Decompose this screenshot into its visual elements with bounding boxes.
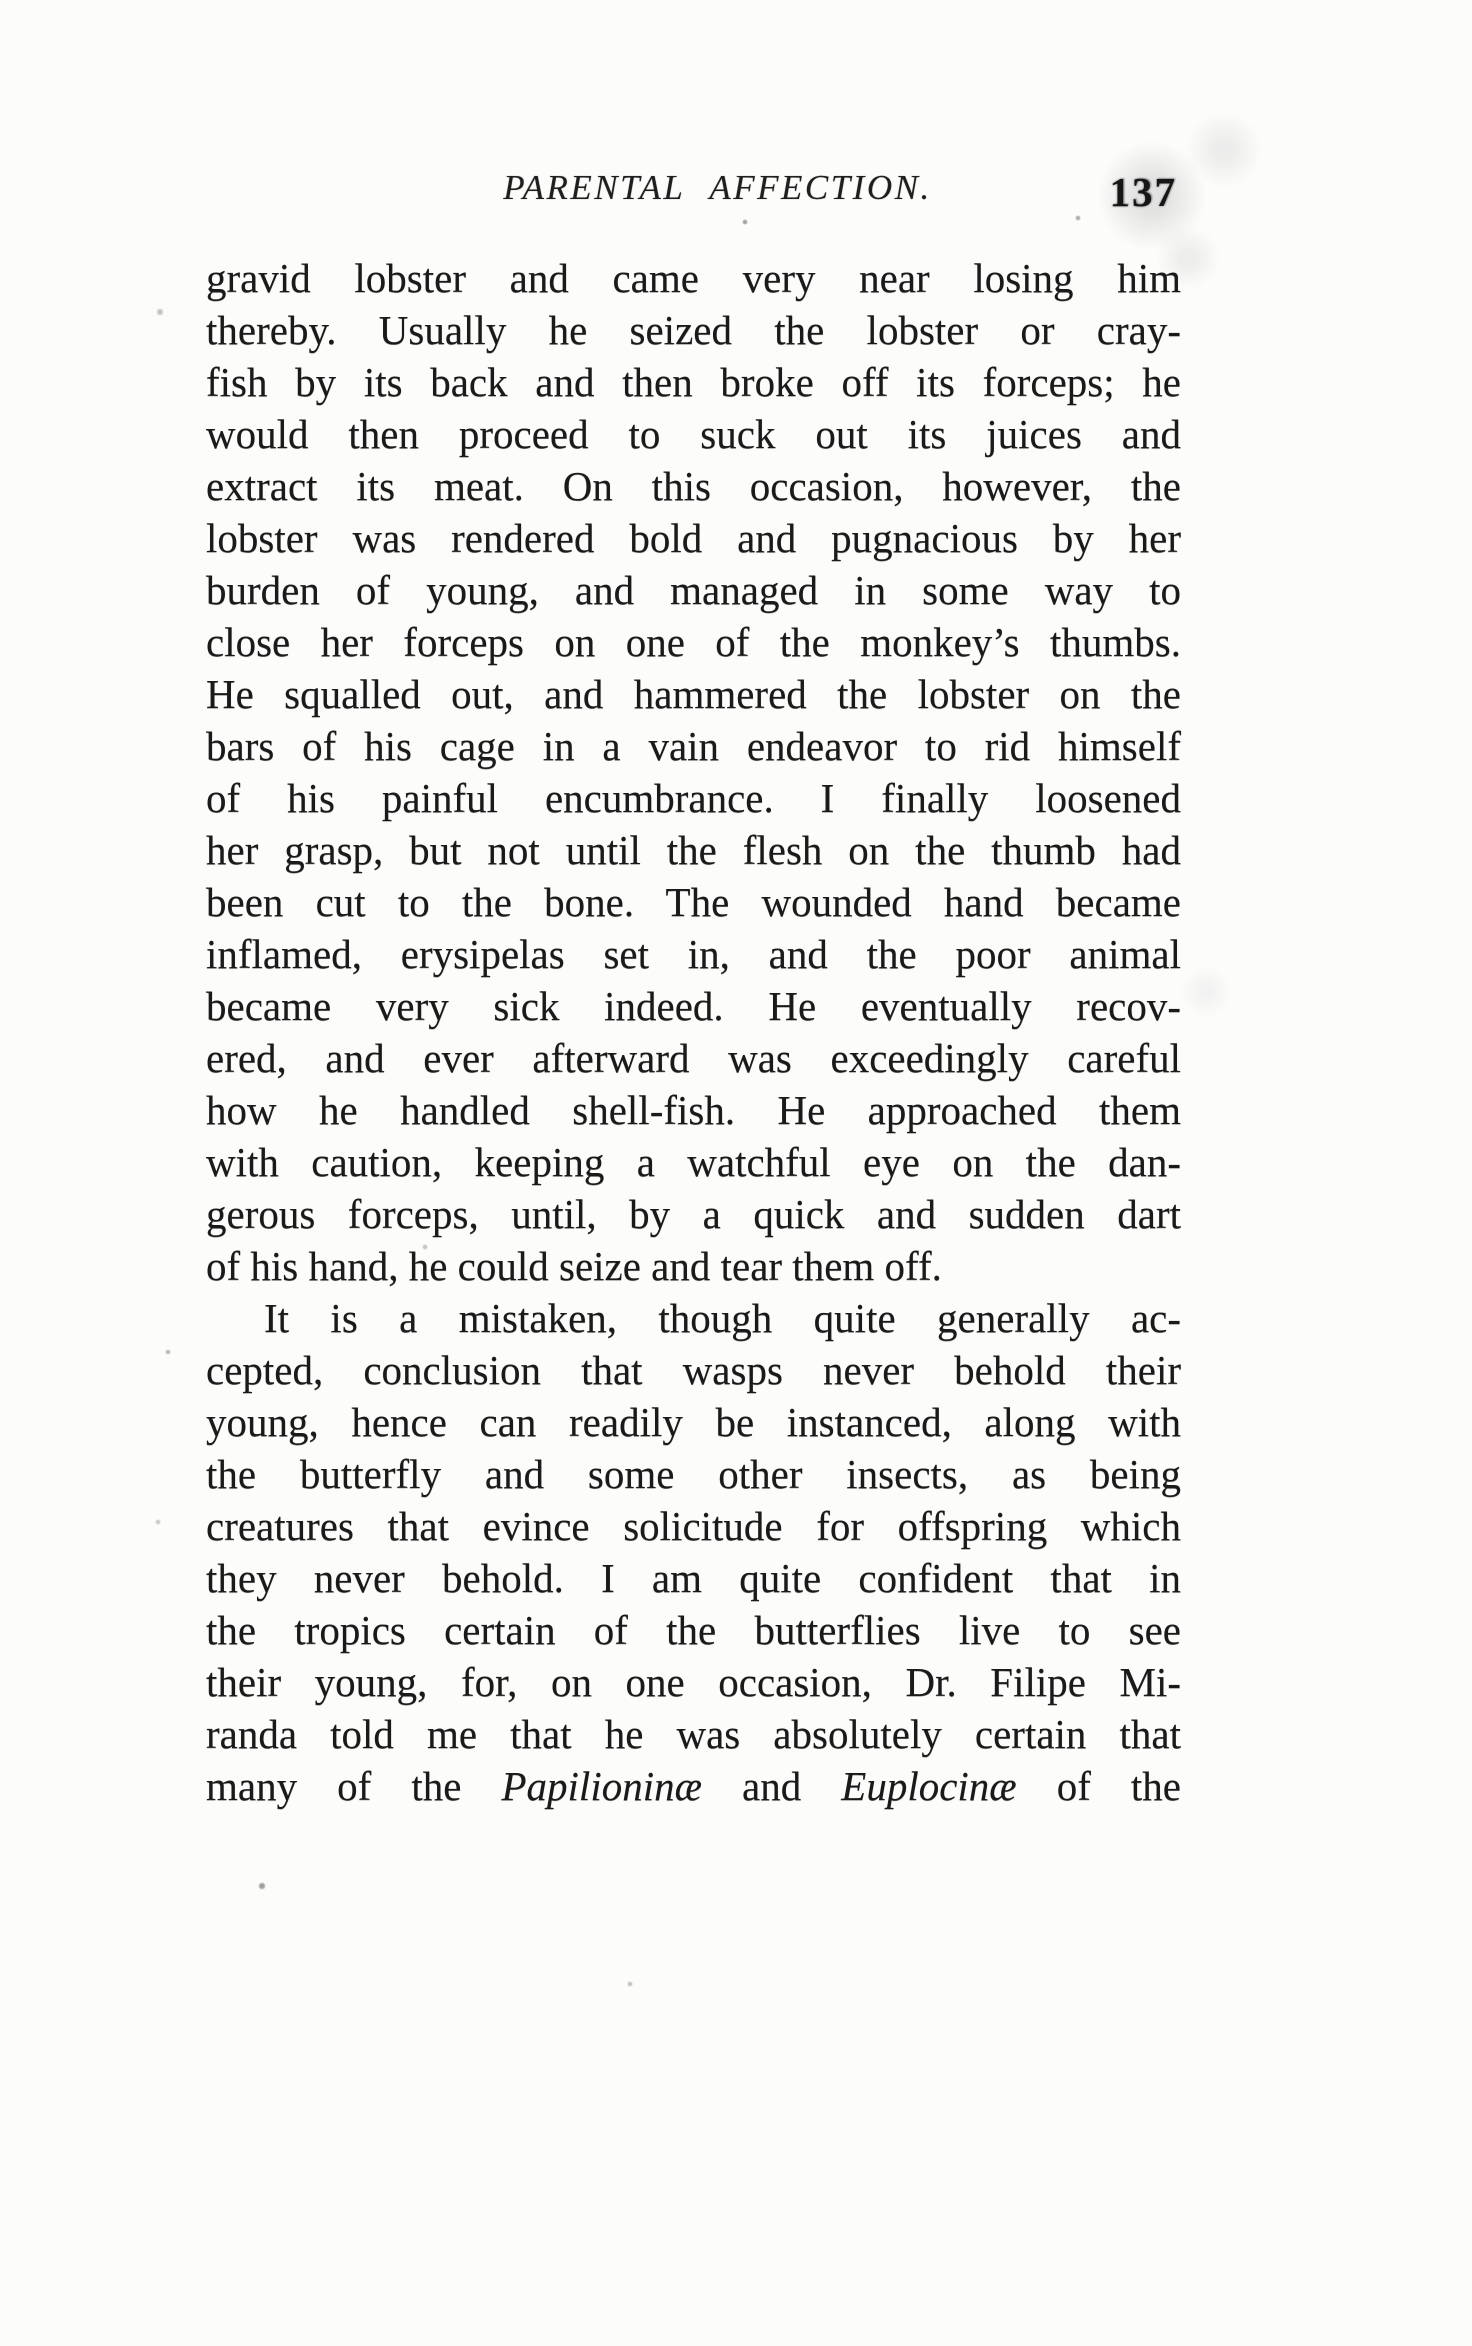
italic-taxon-name: Euplocinæ xyxy=(841,1763,1017,1809)
page-header xyxy=(206,156,1181,215)
text-block xyxy=(206,252,1181,1812)
text-line: her grasp, but not until the flesh on the thumb had xyxy=(206,827,1181,873)
text-line: of his hand, he could seize and tear them off. xyxy=(206,1243,942,1289)
text-line: close her forceps on one of the monkey’s thumbs. xyxy=(206,619,1181,665)
text-line: It is a mistaken, though quite generally ac- xyxy=(264,1295,1181,1341)
text-line: thereby. Usually he seized the lobster or cray- xyxy=(206,307,1181,353)
text-line: cepted, conclusion that wasps never behold their xyxy=(206,1347,1181,1393)
page-number: 137 xyxy=(1109,169,1177,215)
text-line: became very sick indeed. He eventually recov- xyxy=(206,983,1181,1029)
text-line: extract its meat. On this occasion, however, the xyxy=(206,463,1181,509)
text-line: randa told me that he was absolutely certain that xyxy=(206,1711,1181,1757)
text-line: ered, and ever afterward was exceedingly careful xyxy=(206,1035,1181,1081)
text-line: how he handled shell-fish. He approached them xyxy=(206,1087,1181,1133)
text-line: of his painful encumbrance. I finally loosened xyxy=(206,775,1181,821)
text-line: inflamed, erysipelas set in, and the poor animal xyxy=(206,931,1181,977)
text-line: the butterfly and some other insects, as being xyxy=(206,1451,1181,1497)
text-line xyxy=(206,1760,1181,1812)
text-line: their young, for, on one occasion, Dr. Filipe Mi- xyxy=(206,1659,1181,1705)
text-line: creatures that evince solicitude for offspring which xyxy=(206,1503,1181,1549)
text-line: bars of his cage in a vain endeavor to rid himself xyxy=(206,723,1181,769)
text-line: with caution, keeping a watchful eye on the dan- xyxy=(206,1139,1181,1185)
text-line: would then proceed to suck out its juices and xyxy=(206,411,1181,457)
text-line: fish by its back and then broke off its forceps; he xyxy=(206,359,1181,405)
text-line: burden of young, and managed in some way to xyxy=(206,567,1181,613)
text-line: He squalled out, and hammered the lobster on the xyxy=(206,671,1181,717)
text-line: the tropics certain of the butterflies live to see xyxy=(206,1607,1181,1653)
text-line: been cut to the bone. The wounded hand became xyxy=(206,879,1181,925)
running-title: PARENTAL AFFECTION. xyxy=(503,168,932,207)
text-line: gravid lobster and came very near losing him xyxy=(206,255,1181,301)
text-segment: many of the xyxy=(206,1763,502,1809)
text-line: lobster was rendered bold and pugnacious by her xyxy=(206,515,1181,561)
italic-taxon-name: Papilioninæ xyxy=(501,1763,702,1809)
text-segment: and xyxy=(701,1763,842,1809)
text-line: young, hence can readily be instanced, along with xyxy=(206,1399,1181,1445)
text-line: gerous forceps, until, by a quick and sudden dart xyxy=(206,1191,1181,1237)
text-segment: of the xyxy=(1016,1763,1182,1809)
text-line: they never behold. I am quite confident that in xyxy=(206,1555,1181,1601)
